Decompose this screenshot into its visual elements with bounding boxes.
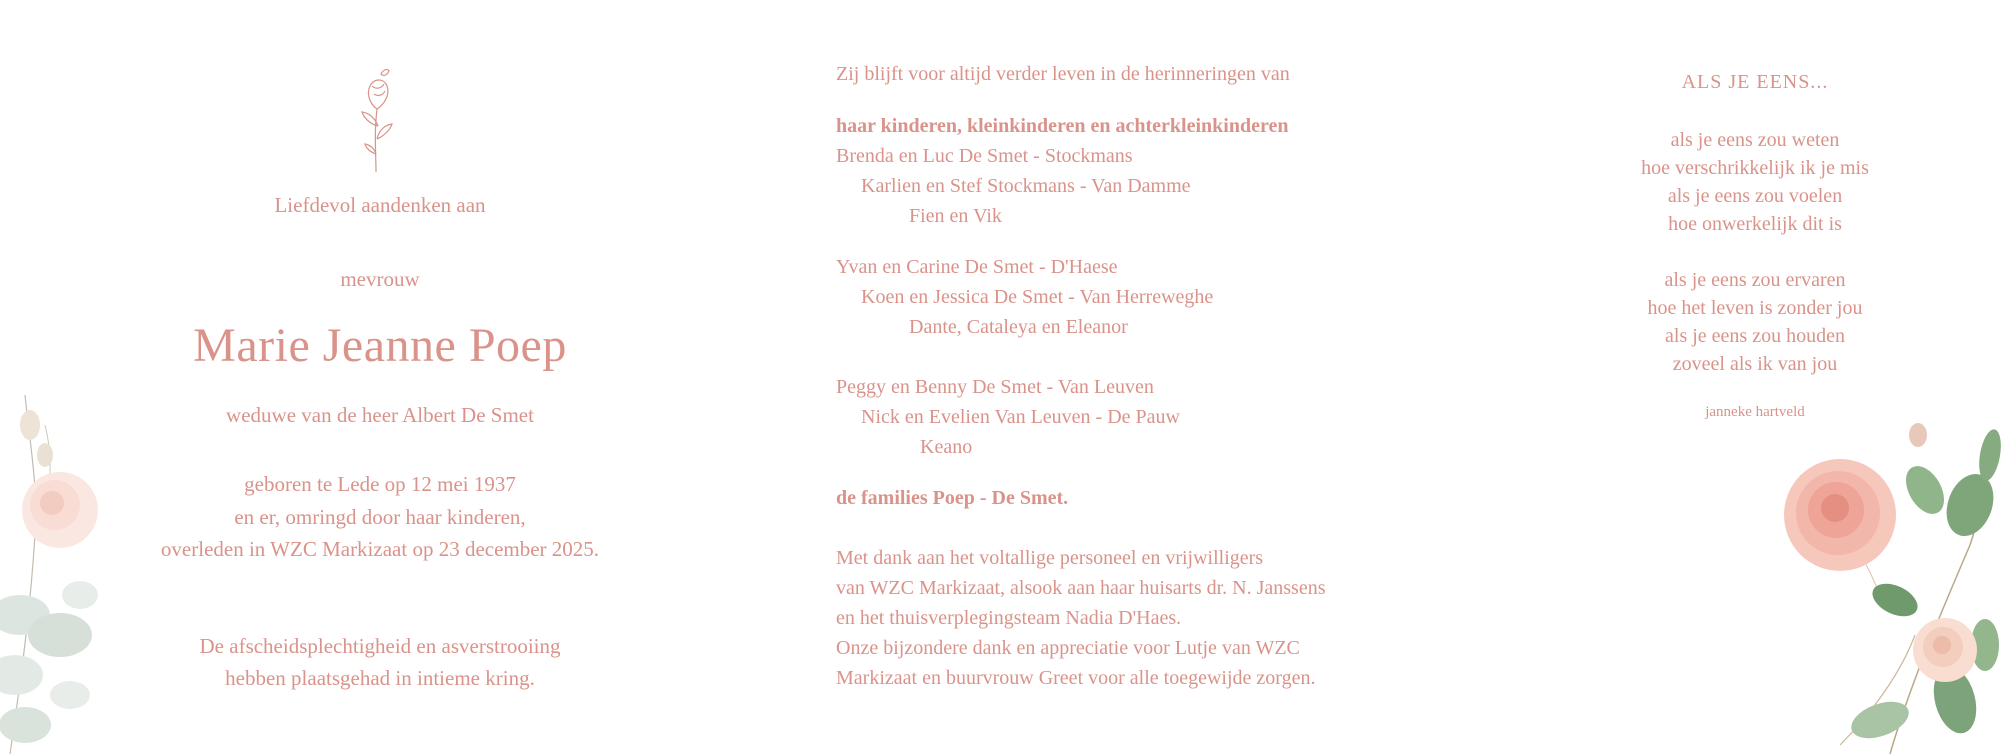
family-2-line-2: Koen en Jessica De Smet - Van Herreweghe (861, 286, 1214, 308)
ceremony-line-2: hebben plaatsgehad in intieme kring. (225, 666, 535, 690)
family-1-line-1: Brenda en Luc De Smet - Stockmans (836, 145, 1133, 167)
poem-line-7: als je eens zou houden (1665, 325, 1845, 347)
ceremony-line-1: De afscheidsplechtigheid en asverstrooiing (199, 634, 561, 658)
family-heading: haar kinderen, kleinkinderen en achterkleinkinderen (836, 115, 1289, 137)
born-text: geboren te Lede op 12 mei 1937 (244, 472, 516, 496)
intro-text: Liefdevol aandenken aan (274, 193, 486, 217)
family-3-line-2: Nick en Evelien Van Leuven - De Pauw (861, 406, 1180, 428)
died-text: overleden in WZC Markizaat op 23 december 2025. (160, 537, 600, 561)
family-2-line-3: Dante, Cataleya en Eleanor (909, 316, 1128, 338)
right-floral-decoration (1740, 415, 2001, 754)
poem-line-3: als je eens zou voelen (1667, 185, 1843, 207)
poem-line-5: als je eens zou ervaren (1664, 269, 1846, 291)
title-text: mevrouw (340, 267, 420, 291)
families-heading: de families Poep - De Smet. (836, 487, 1069, 509)
family-3-line-1: Peggy en Benny De Smet - Van Leuven (836, 376, 1154, 398)
left-floral-decoration (0, 385, 140, 754)
surrounded-text: en er, omringd door haar kinderen, (234, 505, 526, 529)
thanks-line-2: van WZC Markizaat, alsook aan haar huisarts dr. N. Janssens (836, 577, 1326, 599)
poem-line-1: als je eens zou weten (1670, 129, 1840, 151)
family-1-line-2: Karlien en Stef Stockmans - Van Damme (861, 175, 1191, 197)
rose-sketch-icon (352, 64, 402, 174)
family-2-line-1: Yvan en Carine De Smet - D'Haese (836, 256, 1118, 278)
memory-intro: Zij blijft voor altijd verder leven in de herinneringen van (836, 63, 1290, 85)
family-3-line-3: Keano (920, 436, 973, 458)
poem-line-2: hoe verschrikkelijk ik je mis (1641, 157, 1869, 179)
thanks-line-3: en het thuisverplegingsteam Nadia D'Haes. (836, 607, 1182, 629)
deceased-name: Marie Jeanne Poep (193, 319, 567, 372)
poem-line-4: hoe onwerkelijk dit is (1668, 213, 1842, 235)
poem-title: ALS JE EENS... (1681, 71, 1829, 93)
poem-line-8: zoveel als ik van jou (1672, 353, 1838, 375)
widow-text: weduwe van de heer Albert De Smet (226, 403, 534, 427)
thanks-line-5: Markizaat en buurvrouw Greet voor alle toegewijde zorgen. (836, 667, 1316, 689)
thanks-line-1: Met dank aan het voltallige personeel en vrijwilligers (836, 547, 1264, 569)
family-1-line-3: Fien en Vik (909, 205, 1002, 227)
thanks-line-4: Onze bijzondere dank en appreciatie voor Lutje van WZC (836, 637, 1300, 659)
middle-panel (836, 0, 1456, 754)
poem-line-6: hoe het leven is zonder jou (1647, 297, 1863, 319)
poem-author: janneke hartveld (1705, 404, 1805, 420)
